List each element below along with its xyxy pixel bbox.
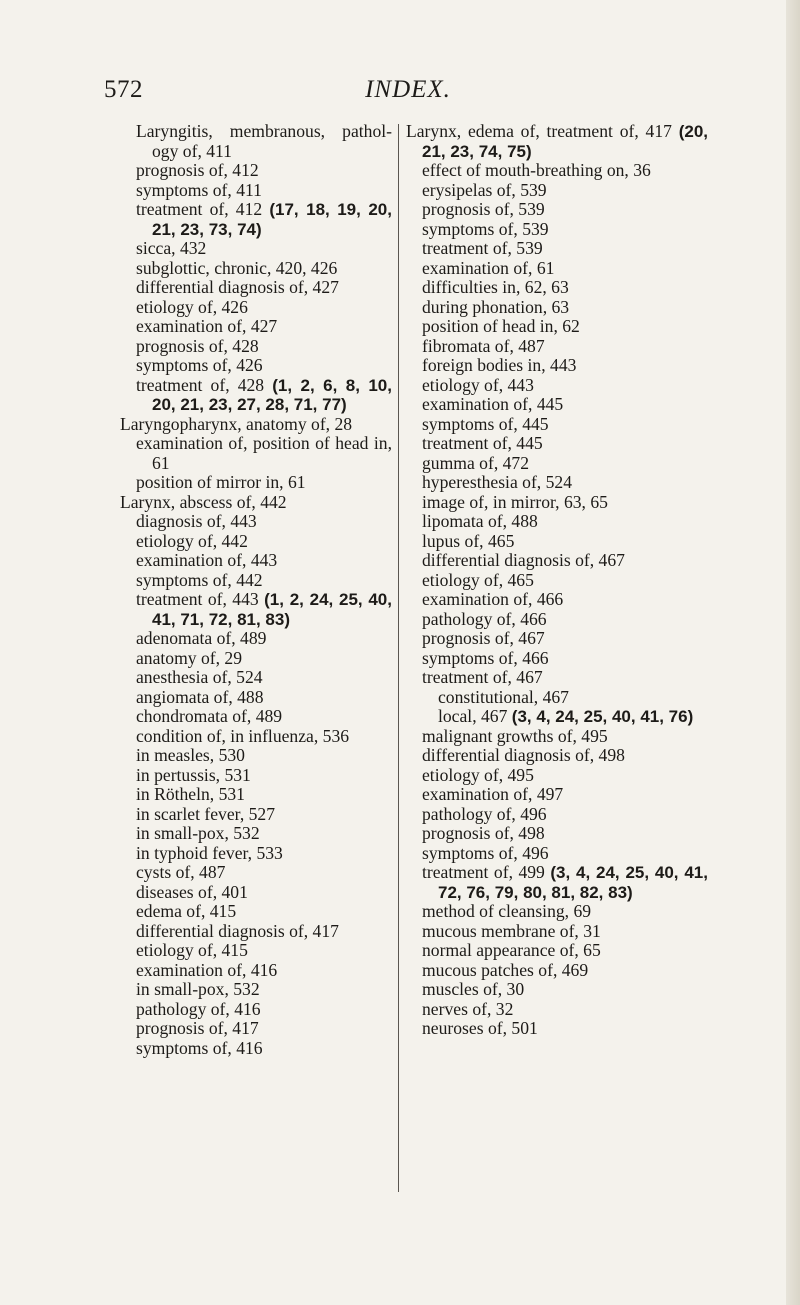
index-column-left	[120, 122, 392, 1058]
index-entry	[120, 571, 392, 591]
entry-text: lipomata of, 488	[422, 511, 538, 531]
page-edge	[786, 0, 800, 1305]
entry-text: gumma of, 472	[422, 452, 530, 473]
entry-text: malignant growths of, 495	[422, 725, 608, 746]
entry-text: pathology of, 466	[422, 608, 547, 629]
entry-text: constitutional, 467	[438, 686, 569, 707]
entry-text: subglottic, chronic, 420, 426	[136, 257, 338, 278]
index-entry	[120, 317, 392, 337]
index-entry	[120, 376, 392, 415]
entry-text: prognosis of, 417	[136, 1018, 259, 1038]
entry-text: pathology of, 416	[136, 998, 261, 1019]
entry-text: symptoms of, 411	[136, 179, 262, 200]
index-entry	[406, 376, 708, 396]
entry-text: Larynx, edema of, treatment of, 417	[406, 121, 672, 141]
index-entry	[120, 668, 392, 688]
index-entry	[406, 844, 708, 864]
index-entry	[406, 1019, 708, 1039]
formula-refs: (17, 18, 19, 20, 21, 23, 73, 74)	[152, 200, 392, 239]
entry-text: difficulties in, 62, 63	[422, 277, 569, 297]
entry-text: in measles, 530	[136, 745, 245, 765]
entry-text: image of, in mirror, 63, 65	[422, 491, 608, 512]
entry-text: symptoms of, 426	[136, 355, 263, 375]
index-entry	[120, 1000, 392, 1020]
index-entry	[120, 1039, 392, 1059]
index-entry	[406, 395, 708, 415]
index-entry	[406, 317, 708, 337]
index-entry	[406, 122, 708, 161]
entry-text: Laryngitis, membranous, pathol-ogy of, 411	[136, 121, 392, 161]
index-entry	[406, 707, 708, 727]
index-entry	[120, 824, 392, 844]
entry-text: treatment of, 539	[422, 238, 543, 258]
formula-refs: (1, 2, 24, 25, 40, 41, 71, 72, 81, 83)	[152, 590, 392, 629]
index-entry	[120, 902, 392, 922]
entry-text: examination of, position of head in, 61	[136, 433, 392, 473]
entry-text: in pertussis, 531	[136, 764, 251, 785]
column-divider	[398, 124, 399, 1192]
page-number: 572	[104, 76, 143, 103]
index-entry	[120, 746, 392, 766]
entry-text: neuroses of, 501	[422, 1018, 538, 1038]
index-entry	[406, 220, 708, 240]
entry-text: prognosis of, 539	[422, 199, 545, 219]
index-entry	[406, 746, 708, 766]
index-entry	[406, 922, 708, 942]
entry-text: examination of, 416	[136, 959, 278, 980]
entry-text: edema of, 415	[136, 901, 237, 921]
index-entry	[406, 239, 708, 259]
entry-text: lupus of, 465	[422, 530, 515, 551]
index-entry	[120, 278, 392, 298]
entry-text: cysts of, 487	[136, 862, 226, 882]
entry-text: differential diagnosis of, 467	[422, 550, 625, 570]
index-entry	[406, 902, 708, 922]
index-entry	[120, 707, 392, 727]
entry-text: etiology of, 415	[136, 940, 248, 960]
index-entry	[120, 434, 392, 473]
entry-text: examination of, 427	[136, 316, 278, 336]
entry-text: etiology of, 442	[136, 530, 248, 551]
entry-text: etiology of, 443	[422, 374, 534, 395]
entry-text: chondromata of, 489	[136, 706, 283, 726]
index-entry	[406, 571, 708, 591]
entry-text: fibromata of, 487	[422, 335, 545, 356]
entry-text: condition of, in influenza, 536	[136, 725, 350, 746]
entry-text: symptoms of, 496	[422, 842, 549, 863]
index-entry	[406, 941, 708, 961]
index-entry	[406, 259, 708, 279]
index-column-right	[406, 122, 708, 1039]
page-header	[104, 76, 712, 106]
entry-text: treatment of, 445	[422, 433, 543, 453]
entry-text: etiology of, 465	[422, 569, 534, 590]
index-entry	[406, 590, 708, 610]
entry-text: symptoms of, 445	[422, 413, 549, 434]
index-entry	[120, 512, 392, 532]
index-entry	[120, 863, 392, 883]
entry-text: treatment of, 443	[136, 589, 259, 609]
index-entry	[406, 337, 708, 357]
index-entry	[406, 473, 708, 493]
index-entry	[120, 239, 392, 259]
index-entry	[406, 727, 708, 747]
index-entry	[406, 551, 708, 571]
index-entry	[120, 181, 392, 201]
entry-text: position of mirror in, 61	[136, 472, 306, 492]
entry-text: symptoms of, 539	[422, 218, 549, 239]
entry-text: anesthesia of, 524	[136, 667, 263, 687]
index-entry	[406, 961, 708, 981]
index-entry	[120, 766, 392, 786]
entry-text: examination of, 466	[422, 589, 564, 609]
index-entry	[120, 688, 392, 708]
index-entry	[406, 493, 708, 513]
entry-text: in typhoid fever, 533	[136, 842, 283, 863]
index-entry	[406, 161, 708, 181]
index-entry	[120, 941, 392, 961]
formula-refs: (3, 4, 24, 25, 40, 41, 72, 76, 79, 80, 81, 82, 83)	[438, 863, 708, 902]
index-entry	[406, 532, 708, 552]
index-entry	[406, 356, 708, 376]
index-entry	[406, 649, 708, 669]
entry-text: foreign bodies in, 443	[422, 355, 577, 375]
entry-text: in small-pox, 532	[136, 979, 260, 999]
index-entry	[406, 863, 708, 902]
index-entry	[120, 259, 392, 279]
entry-text: treatment of, 467	[422, 667, 543, 687]
entry-text: method of cleansing, 69	[422, 901, 592, 921]
index-entry	[120, 980, 392, 1000]
index-entry	[120, 649, 392, 669]
entry-text: adenomata of, 489	[136, 628, 267, 648]
entry-text: pathology of, 496	[422, 803, 547, 824]
index-entry	[120, 805, 392, 825]
entry-text: prognosis of, 412	[136, 160, 259, 180]
index-entry	[120, 161, 392, 181]
index-entry	[406, 181, 708, 201]
index-entry	[406, 610, 708, 630]
formula-refs: (20, 21, 23, 74, 75)	[422, 122, 708, 161]
entry-text: symptoms of, 442	[136, 569, 263, 590]
entry-text: mucous patches of, 469	[422, 959, 589, 980]
entry-text: hyperesthesia of, 524	[422, 472, 572, 492]
index-entry	[120, 200, 392, 239]
index-entry	[120, 844, 392, 864]
index-entry	[406, 668, 708, 688]
entry-text: treatment of, 412	[136, 199, 263, 219]
entry-text: differential diagnosis of, 498	[422, 745, 625, 765]
index-entry	[406, 785, 708, 805]
entry-text: examination of, 61	[422, 257, 555, 278]
entry-text: sicca, 432	[136, 238, 207, 258]
index-entry	[120, 883, 392, 903]
index-entry	[406, 298, 708, 318]
entry-text: anatomy of, 29	[136, 647, 243, 668]
entry-text: symptoms of, 416	[136, 1037, 263, 1058]
entry-text: position of head in, 62	[422, 316, 580, 336]
entry-text: examination of, 443	[136, 550, 278, 570]
entry-text: treatment of, 428	[136, 374, 265, 395]
index-entry	[120, 727, 392, 747]
index-entry	[120, 785, 392, 805]
index-entry	[120, 415, 392, 435]
entry-text: muscles of, 30	[422, 979, 525, 999]
index-entry	[120, 493, 392, 513]
entry-text: differential diagnosis of, 427	[136, 277, 339, 297]
index-entry	[120, 298, 392, 318]
entry-text: examination of, 445	[422, 394, 564, 414]
index-entry	[406, 434, 708, 454]
index-entry	[406, 415, 708, 435]
entry-text: diseases of, 401	[136, 881, 248, 902]
entry-text: angiomata of, 488	[136, 686, 264, 707]
index-entry	[120, 532, 392, 552]
index-entry	[120, 122, 392, 161]
index-entry	[120, 1019, 392, 1039]
entry-text: nerves of, 32	[422, 998, 514, 1019]
entry-text: symptoms of, 466	[422, 647, 549, 668]
entry-text: effect of mouth-breathing on, 36	[422, 160, 651, 180]
entry-text: Larynx, abscess of, 442	[120, 491, 287, 512]
entry-text: during phonation, 63	[422, 296, 570, 317]
index-entry	[406, 980, 708, 1000]
index-entry	[120, 337, 392, 357]
entry-text: etiology of, 495	[422, 764, 534, 785]
index-entry	[120, 629, 392, 649]
formula-refs: (3, 4, 24, 25, 40, 41, 76)	[511, 707, 694, 726]
running-head: INDEX.	[365, 76, 451, 103]
entry-text: diagnosis of, 443	[136, 511, 257, 531]
entry-text: Laryngopharynx, anatomy of, 28	[120, 413, 353, 434]
entry-text: erysipelas of, 539	[422, 179, 547, 200]
entry-text: etiology of, 426	[136, 296, 248, 317]
formula-refs: (1, 2, 6, 8, 10, 20, 21, 23, 27, 28, 71, 77)	[152, 375, 392, 414]
index-entry	[406, 688, 708, 708]
index-entry	[406, 824, 708, 844]
entry-text: in Rötheln, 531	[136, 784, 245, 804]
index-entry	[120, 961, 392, 981]
index-entry	[120, 590, 392, 629]
entry-text: differential diagnosis of, 417	[136, 920, 339, 941]
entry-text: local, 467	[438, 706, 508, 726]
entry-text: prognosis of, 467	[422, 628, 545, 648]
index-entry	[120, 473, 392, 493]
entry-text: mucous membrane of, 31	[422, 920, 601, 941]
index-entry	[406, 200, 708, 220]
index-entry	[120, 356, 392, 376]
entry-text: in small-pox, 532	[136, 823, 260, 843]
entry-text: examination of, 497	[422, 784, 564, 804]
index-entry	[120, 551, 392, 571]
index-entry	[406, 512, 708, 532]
entry-text: prognosis of, 498	[422, 823, 545, 843]
entry-text: in scarlet fever, 527	[136, 803, 276, 824]
index-entry	[406, 766, 708, 786]
index-entry	[120, 922, 392, 942]
index-entry	[406, 1000, 708, 1020]
index-entry	[406, 629, 708, 649]
index-entry	[406, 278, 708, 298]
entry-text: prognosis of, 428	[136, 335, 259, 356]
index-entry	[406, 454, 708, 474]
entry-text: treatment of, 499	[422, 862, 545, 882]
entry-text: normal appearance of, 65	[422, 940, 601, 960]
index-entry	[406, 805, 708, 825]
